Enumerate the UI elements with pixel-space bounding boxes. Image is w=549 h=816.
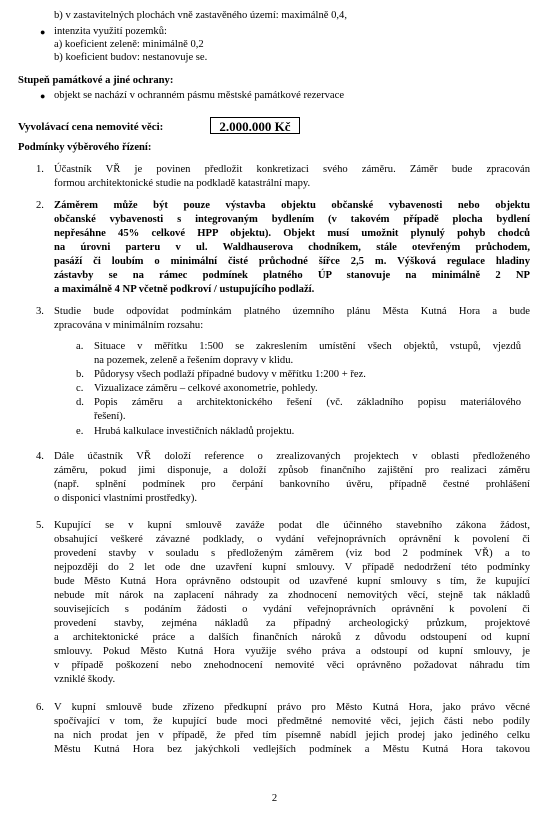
item-line: V kupní smlouvě bude zřízeno předkupní právo pro Město Kutná Hora, jako právo věcné	[54, 702, 530, 713]
item-line: pasáží či loubím o minimální čisté průchodné šířce 2,5 m. Výšková regulace hladiny	[54, 256, 530, 267]
item-line: bude Město Kutná Hora oprávněno odstoupit od uzavřené kupní smlouvy s tím, že kupující	[54, 576, 530, 587]
coefficient-line: b) v zastavitelných plochách vně zastavěného území: maximálně 0,4,	[54, 10, 347, 21]
sub-item-line: Půdorysy všech podlaží případné budovy v měřítku 1:200 + řez.	[94, 369, 366, 380]
bullet-icon: ●	[40, 91, 46, 101]
sub-item-line: Situace v měřítku 1:500 se zakreslením umístění všech objektů, vstupů, vjezdů	[94, 341, 521, 352]
item-line: Studie bude odpovídat podmínkám platného územního plánu Města Kutná Hora a bude	[54, 306, 530, 317]
item-number: 4.	[36, 451, 44, 462]
item-line: Kupující se v kupní smlouvě zaváže podat dle účinného stavebního zákona žádost,	[54, 520, 530, 531]
item-line: o disponici vlastními prostředky).	[54, 493, 198, 504]
item-line: v případě poškození nebo znehodnocení nemovité věci oprávněno požadovat náhradu tím	[54, 660, 530, 671]
monument-bullet: objekt se nachází v ochranném pásmu městské památkové rezervace	[54, 90, 345, 101]
price-value: 2.000.000 Kč	[219, 119, 291, 134]
bullet-icon: ●	[40, 27, 46, 37]
item-line: smlouvy. Pokud Město Kutná Hora využije svého práva a odstoupí od kupní smlouvy, je	[54, 646, 530, 657]
conditions-heading: Podmínky výběrového řízení:	[18, 142, 152, 153]
item-line: souvisejících s podáním žádosti o vydání veřejnoprávních oprávnění k povolení či	[54, 604, 530, 615]
sub-item-line: Popis záměru a architektonického řešení (vč. základního popisu materiálového	[94, 397, 521, 408]
item-line: a maximálně 4 NP včetně podkroví / ustupujícího podlaží.	[54, 284, 315, 295]
item-line: Dále účastník VŘ doloží reference o zrealizovaných projektech v oblasti předloženého	[54, 451, 530, 462]
sub-item-line: Hrubá kalkulace investičních nákladů projektu.	[94, 426, 295, 437]
item-line: na úrovni parteru v ul. Waldhauserova chodníkem, stále otevřeným průchodem,	[54, 242, 530, 253]
item-line: vzniklé škody.	[54, 674, 116, 685]
intensity-title: intenzita využití pozemků:	[54, 26, 167, 37]
item-number: 1.	[36, 164, 44, 175]
item-line: nepřesáhne 45% celkové HPP objektu). Objekt musí umožnit plynulý pohyb chodců	[54, 228, 530, 239]
sub-item-letter: e.	[76, 426, 84, 437]
building-coefficient-line: b) koeficient budov: nestanovuje se.	[54, 52, 208, 63]
monument-heading: Stupeň památkové a jiné ochrany:	[18, 75, 174, 86]
sub-item-letter: c.	[76, 383, 84, 394]
item-line: provedení stavby, zejména nákladů za případný archeologický průzkum, projektové	[54, 618, 530, 629]
item-line: na nich prodat jen v případě, že před tím písemně nabídl jejich prodej jako jediného celku	[54, 730, 530, 741]
sub-item-letter: d.	[76, 397, 84, 408]
item-number: 3.	[36, 306, 44, 317]
item-line: a architektonické práce a dalších finančních nároků z důvodu odstoupení od kupní	[54, 632, 530, 643]
item-number: 2.	[36, 200, 44, 211]
item-line: spočívající v tom, že kupující bude moci předmětné nemovité věci, jejich části nebo podíly	[54, 716, 530, 727]
item-line: občanské vybavenosti s integrovaným bydlením (v takovém případě plocha bydlení	[54, 214, 530, 225]
item-line: provedení stavby v souladu s předloženým záměrem (viz bod 2 podmínek VŘ) a to	[54, 548, 530, 559]
item-line: Účastník VŘ je povinen předložit konkretizaci svého záměru. Záměr bude zpracován	[54, 164, 530, 175]
item-line: zpracována v minimálním rozsahu:	[54, 320, 204, 331]
item-line: formou architektonické studie na podkladě katastrální mapy.	[54, 178, 311, 189]
item-line: zástavby se na rámec podmínek platného ÚP stanovuje na minimálně 2 NP	[54, 270, 530, 281]
price-box	[210, 117, 300, 134]
sub-item-letter: a.	[76, 341, 84, 352]
item-line: nebude mít nárok na zaplacení náhrady za zhodnocení nemovitých věcí, stejně tak nákladů	[54, 590, 530, 601]
item-line: záměru, pokud jimi disponuje, a doloží způsob finančního zajištění pro realizaci záměru	[54, 465, 530, 476]
sub-item-line: řešení).	[94, 411, 126, 422]
price-label: Vyvolávací cena nemovité věci:	[18, 121, 164, 133]
sub-item-letter: b.	[76, 369, 84, 380]
item-line: nejpozději do 2 let ode dne uzavření kupní smlouvy. V případě nedodržení této podmínky	[54, 562, 530, 573]
item-line: Záměrem může být pouze výstavba objektu občanské vybavenosti nebo objektu	[54, 200, 530, 211]
page-number: 2	[271, 793, 278, 804]
green-coefficient-line: a) koeficient zeleně: minimálně 0,2	[54, 39, 204, 50]
item-line: (např. splnění podmínek pro čerpání bankovního úvěru, případně čestné prohlášení	[54, 479, 530, 490]
item-line: Městu Kutná Hora bez jakýchkoli vedlejších podmínek a Městu Kutná Hora takovou	[54, 744, 530, 755]
sub-item-line: na pozemek, zeleně a řešením dopravy v klidu.	[94, 355, 294, 366]
item-line: obsahující veškeré závazné podklady, o vydání veřejnoprávních oprávnění k povolení či	[54, 534, 530, 545]
sub-item-line: Vizualizace záměru – celkové axonometrie, pohledy.	[94, 383, 318, 394]
item-number: 5.	[36, 520, 44, 531]
item-number: 6.	[36, 702, 44, 713]
